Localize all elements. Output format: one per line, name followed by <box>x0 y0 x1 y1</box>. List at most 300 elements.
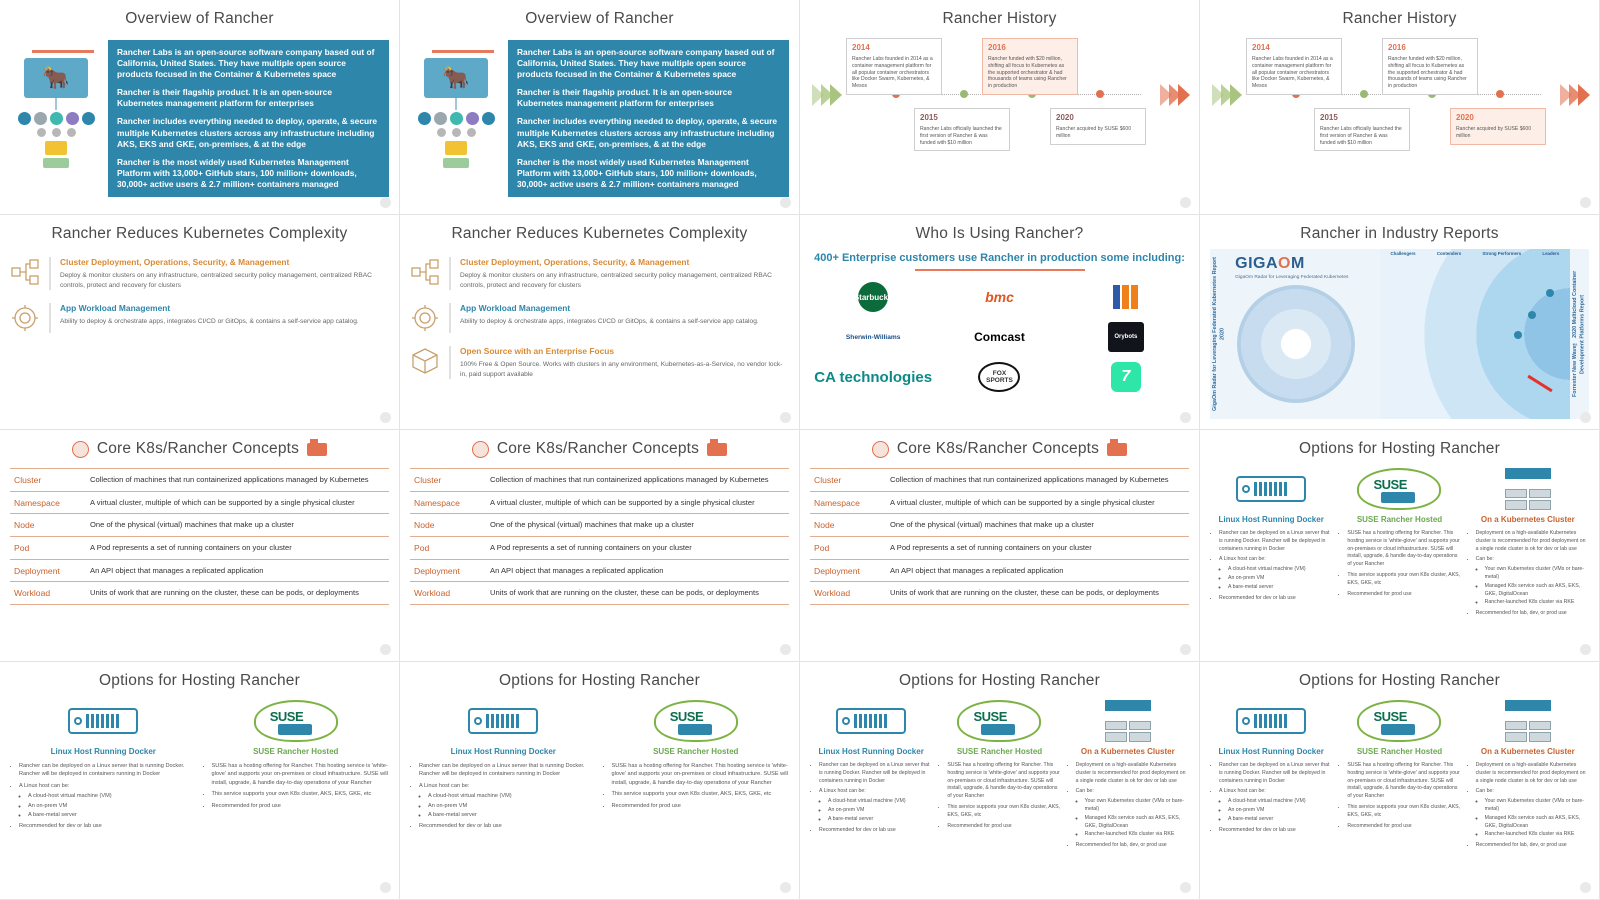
timeline-text: Rancher Labs founded in 2014 as a container management platform for all popular container orchestrators like Docker Swarm, Kubernetes, & Mesos <box>1252 55 1333 90</box>
complexity-text <box>460 303 789 333</box>
container-ship-icon <box>1107 443 1127 456</box>
table-row: Deployment An API object that manages a replicated application <box>810 559 1189 582</box>
hosting-option-heading: Linux Host Running Docker <box>818 747 924 756</box>
complexity-item <box>10 257 389 290</box>
hosting-option-bullets <box>1467 762 1589 850</box>
slide-indicator[interactable] <box>1180 882 1191 893</box>
hosting-option-heading: SUSE Rancher Hosted <box>1356 747 1443 756</box>
bullet: • SUSE has a hosting offering for Rancher. This hosting service is 'white-glove' and supports your on-premises or cloud infrastructure. SUSE will install, upgrade, & handle day-to-day operations of your Rancher <box>212 762 390 787</box>
sub-bullet: ◦ Rancher-launched K8s cluster via RKE <box>1485 831 1589 839</box>
sub-bullet: ◦ A bare-metal server <box>428 811 597 819</box>
infrastructure-icon <box>43 158 69 168</box>
overview-text-panel <box>508 40 789 197</box>
server-icon <box>410 698 597 744</box>
sub-bullet: ◦ Your own Kubernetes cluster (VMs or bare-metal) <box>1485 798 1589 814</box>
complexity-heading: App Workload Management <box>60 303 171 314</box>
slide-indicator[interactable] <box>780 412 791 423</box>
timeline-card <box>1050 108 1146 145</box>
complexity-text <box>460 346 789 379</box>
table-row: Pod A Pod represents a set of running containers on your cluster <box>410 536 789 559</box>
hosting-option-bullets <box>603 762 790 810</box>
wave-bubble <box>1546 289 1554 297</box>
bullet: • SUSE has a hosting offering for Rancher. This hosting service is 'white-glove' and supports your on-premises or cloud infrastructure. SUSE will install, upgrade, & handle day-to-day operations of your Rancher <box>947 762 1060 801</box>
bullet: • This service supports your own K8s cluster, AKS, EKS, GKE, etc <box>1347 804 1460 820</box>
server-icon <box>1210 466 1332 512</box>
rancher-logo-icon: 🐂 <box>24 58 88 98</box>
page-title: Rancher in Industry Reports <box>1300 225 1499 242</box>
wave-column-labels: Challengers Contenders Strong Performers Leaders <box>1390 251 1560 256</box>
bullet: • A Linux host can be: ◦ A cloud-host virtual machine (VM) ◦ An on-prem VM ◦ A bare-metal server <box>1219 556 1332 591</box>
bullet: • This service supports your own K8s cluster, AKS, EKS, GKE, etc <box>1347 572 1460 588</box>
fox-sports-logo-icon: FOX SPORTS <box>978 361 1020 393</box>
timeline-start-arrows <box>1212 84 1239 106</box>
bullet: • Recommended for prod use <box>612 802 790 810</box>
suse-cloud-icon: SUSE <box>1338 466 1460 512</box>
slide-indicator[interactable] <box>380 644 391 655</box>
overview-diagram <box>410 40 502 197</box>
ca-technologies-logo-icon: CA technologies <box>814 368 933 386</box>
timeline-marker <box>1496 90 1504 98</box>
complexity-heading: App Workload Management <box>460 303 571 314</box>
infrastructure-icon <box>443 158 469 168</box>
bullet: • Recommended for dev or lab use <box>419 822 597 830</box>
customers-subtitle: 400+ Enterprise customers use Rancher in production some including: <box>814 252 1185 264</box>
gear-icon <box>10 303 40 333</box>
suse-cloud-icon: SUSE <box>203 698 390 744</box>
page-title: Options for Hosting Rancher <box>899 672 1100 689</box>
concepts-header <box>410 440 789 458</box>
box-icon <box>410 346 440 376</box>
timeline-text: Rancher Labs officially launched the first version of Rancher & was funded with $10 million <box>1320 125 1402 146</box>
radar-chart <box>1237 285 1355 403</box>
concepts-header <box>810 440 1189 458</box>
bullet: • This service supports your own K8s cluster, AKS, EKS, GKE, etc <box>947 804 1060 820</box>
container-ship-icon <box>707 443 727 456</box>
suse-cloud-icon: SUSE <box>603 698 790 744</box>
sub-bullet: ◦ An on-prem VM <box>1228 575 1332 583</box>
hosting-option-suse <box>203 698 390 834</box>
orybots-logo-icon: Orybots <box>1108 321 1144 353</box>
hosting-option-linux <box>10 698 197 834</box>
timeline-marker <box>1360 90 1368 98</box>
page-title: Options for Hosting Rancher <box>1299 440 1500 457</box>
concepts-table <box>810 468 1189 605</box>
timeline-card <box>914 108 1010 151</box>
slide-overview-1[interactable] <box>0 0 400 215</box>
page-title: Who Is Using Rancher? <box>915 225 1084 242</box>
hosting-option-kubernetes <box>1467 698 1589 853</box>
complexity-heading: Cluster Deployment, Operations, Security, & Management <box>460 257 690 267</box>
timeline-card <box>1246 38 1342 95</box>
complexity-item <box>410 346 789 379</box>
kubernetes-icon <box>72 441 89 458</box>
slide-concepts-3[interactable] <box>800 430 1200 662</box>
ing-bars <box>1113 285 1138 309</box>
divider <box>49 303 51 333</box>
sub-bullet: ◦ An on-prem VM <box>828 807 932 815</box>
bullet: • Recommended for dev or lab use <box>1219 595 1332 603</box>
timeline-text: Rancher funded with $20 million, shifting all focus to Kubernetes as the supported orchestrator & had thousands of teams using Rancher in production <box>1388 55 1467 90</box>
hosting-option-bullets <box>1338 530 1460 598</box>
timeline-year: 2015 <box>920 113 938 122</box>
hosting-columns <box>410 698 789 834</box>
hosting-columns <box>1210 698 1589 853</box>
page-title: Rancher Reduces Kubernetes Complexity <box>51 225 348 242</box>
storage-icon <box>45 141 67 155</box>
bullet: • Recommended for prod use <box>947 823 1060 831</box>
sub-bullet: ◦ An on-prem VM <box>1228 807 1332 815</box>
hosting-option-heading: Linux Host Running Docker <box>450 747 556 756</box>
timeline-year: 2014 <box>852 43 870 52</box>
bullet: • Rancher can be deployed on a Linux server that is running Docker. Rancher will be deployed in containers running in Docker <box>1219 530 1332 553</box>
timeline-text: Rancher acquired by SUSE $600 million <box>1456 125 1532 139</box>
hosting-option-heading: SUSE Rancher Hosted <box>653 747 739 756</box>
timeline-text: Rancher Labs officially launched the first version of Rancher & was funded with $10 million <box>920 125 1002 146</box>
table-row: Cluster Collection of machines that run containerized applications managed by Kubernetes <box>810 468 1189 491</box>
hosting-option-linux <box>810 698 932 853</box>
timeline-year: 2020 <box>1456 113 1474 122</box>
page-title: Rancher History <box>1342 10 1457 27</box>
page-title: Overview of Rancher <box>125 10 274 27</box>
slide-indicator[interactable] <box>1580 882 1591 893</box>
page-title: Core K8s/Rancher Concepts <box>896 440 1100 457</box>
gigaom-radar <box>1229 249 1380 419</box>
title-rule <box>32 50 94 53</box>
slide-indicator[interactable] <box>1580 197 1591 208</box>
overview-paragraph: Rancher Labs is an open-source software company based out of California, United States. They have multiple open source products focused in the Container & Kubernetes space <box>117 47 375 80</box>
node-dots <box>10 128 102 137</box>
hosting-option-bullets <box>1210 530 1332 602</box>
wave-bubble <box>1528 311 1536 319</box>
complexity-item <box>10 303 389 333</box>
cluster-nodes <box>410 112 502 125</box>
concepts-table <box>10 468 389 605</box>
sub-bullet: ◦ A cloud-host virtual machine (VM) <box>1228 566 1332 574</box>
connector-line <box>55 98 57 110</box>
hosting-option-suse <box>603 698 790 834</box>
hosting-columns <box>10 698 389 834</box>
hosting-option-linux <box>410 698 597 834</box>
table-row: Node One of the physical (virtual) machines that make up a cluster <box>810 513 1189 536</box>
table-row: Workload Units of work that are running on the cluster, these can be pods, or deployments <box>410 581 789 605</box>
server-icon <box>1210 698 1332 744</box>
rancher-logo-icon: 🐂 <box>424 58 488 98</box>
complexity-body: Ability to deploy & orchestrate apps, integrates CI/CD or GitOps, & contains a self-service app catalog. <box>460 318 759 326</box>
sub-bullet: ◦ A bare-metal server <box>828 816 932 824</box>
timeline <box>810 42 1189 172</box>
kubernetes-icon <box>472 441 489 458</box>
table-row: Pod A Pod represents a set of running containers on your cluster <box>10 536 389 559</box>
hosting-option-kubernetes <box>1067 698 1189 853</box>
table-row: Deployment An API object that manages a replicated application <box>410 559 789 582</box>
timeline-card <box>846 38 942 95</box>
hosting-option-suse <box>1338 466 1460 621</box>
container-ship-icon <box>307 443 327 456</box>
slide-customers[interactable] <box>800 215 1200 430</box>
bullet: • Recommended for lab, dev, or prod use <box>1476 610 1589 618</box>
timeline-marker <box>1096 90 1104 98</box>
sub-bullet: ◦ A bare-metal server <box>1228 584 1332 592</box>
slide-hosting-1[interactable] <box>0 662 400 900</box>
table-row: Cluster Collection of machines that run containerized applications managed by Kubernetes <box>410 468 789 491</box>
hosting-option-heading: On a Kubernetes Cluster <box>1080 747 1175 756</box>
table-row: Workload Units of work that are running on the cluster, these can be pods, or deployments <box>10 581 389 605</box>
sub-bullet: ◦ Managed K8s service such as AKS, EKS, GKE, DigitalOcean <box>1485 815 1589 831</box>
bullet: • Rancher can be deployed on a Linux server that is running Docker. Rancher will be deployed in containers running in Docker <box>1219 762 1332 785</box>
overview-paragraph: Rancher is their flagship product. It is an open-source Kubernetes management platform for enterprises <box>517 87 732 109</box>
seven-mark: 7 <box>1111 362 1141 392</box>
complexity-text <box>460 257 789 290</box>
cluster-nodes <box>10 112 102 125</box>
sub-bullet: ◦ An on-prem VM <box>428 802 597 810</box>
bullet: • Recommended for dev or lab use <box>19 822 197 830</box>
gigaom-vertical-label: GigaOm Radar for Leveraging Federated Kubernetes Report 2020 <box>1212 257 1226 411</box>
page-title: Options for Hosting Rancher <box>1299 672 1500 689</box>
suse-cloud-icon: SUSE <box>1338 698 1460 744</box>
reports-figure <box>1210 249 1589 419</box>
hosting-option-linux <box>1210 698 1332 853</box>
bullet: • Deployment on a high-available Kubernetes cluster is recommended for prod deployment on a single node cluster is ok for dev or lab use <box>1076 762 1189 785</box>
bullet: • Recommended for prod use <box>1347 823 1460 831</box>
hosting-option-bullets <box>938 762 1060 830</box>
bullet: • Rancher can be deployed on a Linux server that is running Docker. Rancher will be deployed in containers running in Docker <box>419 762 597 779</box>
hosting-option-bullets <box>1338 762 1460 830</box>
divider <box>449 346 451 379</box>
divider <box>449 303 451 333</box>
bullet: • Recommended for prod use <box>212 802 390 810</box>
slide-indicator[interactable] <box>380 197 391 208</box>
hosting-option-suse <box>938 698 1060 853</box>
table-row: Node One of the physical (virtual) machines that make up a cluster <box>10 513 389 536</box>
slide-indicator[interactable] <box>1580 644 1591 655</box>
concepts-header <box>10 440 389 458</box>
slide-hosting-4[interactable] <box>1200 430 1600 662</box>
slide-overview-2[interactable] <box>400 0 800 215</box>
sub-bullet: ◦ Rancher-launched K8s cluster via RKE <box>1485 599 1589 607</box>
table-row: Namespace A virtual cluster, multiple of which can be supported by a single physical cluster <box>10 491 389 514</box>
timeline-text: Rancher Labs founded in 2014 as a container management platform for all popular container orchestrators like Docker Swarm, Kubernetes, & Mesos <box>852 55 933 90</box>
title-rule <box>432 50 494 53</box>
overview-paragraph: Rancher Labs is an open-source software company based out of California, United States. They have multiple open source products focused in the Container & Kubernetes space <box>517 47 775 80</box>
kubernetes-cluster-icon <box>1467 698 1589 744</box>
slide-indicator[interactable] <box>1180 197 1191 208</box>
slide-complexity-1[interactable] <box>0 215 400 430</box>
page-title: Options for Hosting Rancher <box>99 672 300 689</box>
hosting-columns <box>1210 466 1589 621</box>
slide-industry-reports[interactable] <box>1200 215 1600 430</box>
timeline-year: 2016 <box>988 43 1006 52</box>
bullet: • SUSE has a hosting offering for Rancher. This hosting service is 'white-glove' and supports your on-premises or cloud infrastructure. SUSE will install, upgrade, & handle day-to-day operations of your Rancher <box>612 762 790 787</box>
table-row: Namespace A virtual cluster, multiple of which can be supported by a single physical cluster <box>810 491 1189 514</box>
hosting-option-heading: Linux Host Running Docker <box>1218 515 1324 524</box>
bullet: • This service supports your own K8s cluster, AKS, EKS, GKE, etc <box>612 790 790 798</box>
sherwin-williams-logo-icon: Sherwin-Williams <box>845 333 901 341</box>
timeline-year: 2020 <box>1056 113 1074 122</box>
cluster-icon <box>410 257 440 287</box>
complexity-body: Ability to deploy & orchestrate apps, integrates CI/CD or GitOps, & contains a self-service app catalog. <box>60 318 359 326</box>
timeline-text: Rancher acquired by SUSE $600 million <box>1056 125 1132 139</box>
timeline-card <box>1450 108 1546 145</box>
overview-body <box>410 40 789 197</box>
complexity-item <box>410 257 789 290</box>
slide-indicator[interactable] <box>780 197 791 208</box>
gear-icon <box>410 303 440 333</box>
slide-indicator[interactable] <box>1580 412 1591 423</box>
bullet: • Recommended for lab, dev, or prod use <box>1076 842 1189 850</box>
comcast-logo-icon: Comcast <box>974 330 1025 345</box>
server-icon <box>10 698 197 744</box>
bullet: • Rancher can be deployed on a Linux server that is running Docker. Rancher will be deployed in containers running in Docker <box>819 762 932 785</box>
wave-bubble <box>1514 331 1522 339</box>
page-title: Options for Hosting Rancher <box>499 672 700 689</box>
overview-paragraph: Rancher is their flagship product. It is an open-source Kubernetes management platform for enterprises <box>117 87 332 109</box>
overview-text-panel <box>108 40 389 197</box>
slide-indicator[interactable] <box>780 644 791 655</box>
suse-cloud-icon: SUSE <box>938 698 1060 744</box>
bullet: • SUSE has a hosting offering for Rancher. This hosting service is 'white-glove' and supports your on-premises or cloud infrastructure. SUSE will install, upgrade, & handle day-to-day operations of your Rancher <box>1347 762 1460 801</box>
page-title: Core K8s/Rancher Concepts <box>496 440 700 457</box>
complexity-text <box>60 303 389 333</box>
sub-bullet: ◦ A cloud-host virtual machine (VM) <box>428 792 597 800</box>
slide-concepts-2[interactable] <box>400 430 800 662</box>
complexity-heading: Cluster Deployment, Operations, Security, & Management <box>60 257 290 267</box>
sub-bullet: ◦ A cloud-host virtual machine (VM) <box>828 798 932 806</box>
ing-logo-icon <box>1113 281 1138 313</box>
hosting-option-bullets <box>10 762 197 831</box>
gigaom-subtitle: GigaOm Radar for Leveraging Federated Kubernetes <box>1235 275 1349 280</box>
complexity-body: Deploy & monitor clusters on any infrastructure, centralized security policy management, centralized RBAC controls, protect and recovery for clusters <box>460 272 772 289</box>
slide-indicator[interactable] <box>380 882 391 893</box>
table-row: Pod A Pod represents a set of running containers on your cluster <box>810 536 1189 559</box>
bullet: • Deployment on a high-available Kubernetes cluster is recommended for prod deployment on a single node cluster is ok for dev or lab use <box>1476 530 1589 553</box>
page-title: Rancher Reduces Kubernetes Complexity <box>451 225 748 242</box>
sub-bullet: ◦ Your own Kubernetes cluster (VMs or bare-metal) <box>1085 798 1189 814</box>
sub-bullet: ◦ Managed K8s service such as AKS, EKS, GKE, DigitalOcean <box>1485 583 1589 599</box>
timeline-text: Rancher funded with $20 million, shifting all focus to Kubernetes as the supported orchestrator & had thousands of teams using Rancher in production <box>988 55 1067 90</box>
highlight-arrow-icon <box>1527 375 1552 392</box>
forrester-wave <box>1380 249 1570 419</box>
bullet: • This service supports your own K8s cluster, AKS, EKS, GKE, etc <box>212 790 390 798</box>
hosting-option-linux <box>1210 466 1332 621</box>
page-title: Overview of Rancher <box>525 10 674 27</box>
sub-bullet: ◦ A cloud-host virtual machine (VM) <box>28 792 197 800</box>
starbucks-mark: Starbucks <box>858 282 888 312</box>
hosting-option-heading: SUSE Rancher Hosted <box>956 747 1043 756</box>
node-dots <box>410 128 502 137</box>
hosting-option-heading: On a Kubernetes Cluster <box>1480 747 1575 756</box>
bullet: • A Linux host can be: ◦ A cloud-host virtual machine (VM) ◦ An on-prem VM ◦ A bare-metal server <box>19 782 197 820</box>
sub-bullet: ◦ Your own Kubernetes cluster (VMs or bare-metal) <box>1485 566 1589 582</box>
complexity-text <box>60 257 389 290</box>
bullet: • SUSE has a hosting offering for Rancher. This hosting service is 'white-glove' and supports your on-premises or cloud infrastructure. SUSE will install, upgrade, & handle day-to-day operations of your Rancher <box>1347 530 1460 569</box>
bullet: • Can be: ◦ Your own Kubernetes cluster (VMs or bare-metal) ◦ Managed K8s service such as AKS, EKS, GKE, DigitalOcean ◦ Rancher-launched K8s cluster via RKE <box>1076 788 1189 839</box>
bullet: • Recommended for lab, dev, or prod use <box>1476 842 1589 850</box>
overview-paragraph: Rancher includes everything needed to deploy, operate, & secure multiple Kubernetes clusters across any infrastructure including AKS, EKS and GKE, on-premises, & at the edge <box>517 116 778 149</box>
complexity-heading: Open Source with an Enterprise Focus <box>460 346 615 357</box>
slide-hosting-2[interactable] <box>400 662 800 900</box>
hosting-columns <box>810 698 1189 853</box>
cluster-icon <box>10 257 40 287</box>
connector-line <box>455 98 457 110</box>
page-title: Rancher History <box>942 10 1057 27</box>
timeline-start-arrows <box>812 84 839 106</box>
server-icon <box>810 698 932 744</box>
slide-complexity-2[interactable] <box>400 215 800 430</box>
hosting-option-heading: Linux Host Running Docker <box>1218 747 1324 756</box>
bullet: • A Linux host can be: ◦ A cloud-host virtual machine (VM) ◦ An on-prem VM ◦ A bare-metal server <box>419 782 597 820</box>
bullet: • Recommended for dev or lab use <box>819 827 932 835</box>
slide-hosting-3[interactable] <box>800 662 1200 900</box>
slide-indicator[interactable] <box>780 882 791 893</box>
divider <box>449 257 451 290</box>
bullet: • Rancher can be deployed on a Linux server that is running Docker. Rancher will be deployed in containers running in Docker <box>19 762 197 779</box>
timeline-end-arrows <box>1160 84 1187 106</box>
timeline-year: 2016 <box>1388 43 1406 52</box>
hosting-option-heading: Linux Host Running Docker <box>50 747 156 756</box>
table-row: Namespace A virtual cluster, multiple of which can be supported by a single physical cluster <box>410 491 789 514</box>
timeline-card <box>982 38 1078 95</box>
sub-bullet: ◦ A cloud-host virtual machine (VM) <box>1228 798 1332 806</box>
bullet: • Recommended for prod use <box>1347 591 1460 599</box>
overview-body <box>10 40 389 197</box>
complexity-item <box>410 303 789 333</box>
kubernetes-cluster-icon <box>1467 466 1589 512</box>
table-row: Cluster Collection of machines that run containerized applications managed by Kubernetes <box>10 468 389 491</box>
table-row: Deployment An API object that manages a replicated application <box>10 559 389 582</box>
timeline-card <box>1382 38 1478 95</box>
overview-paragraph: Rancher includes everything needed to deploy, operate, & secure multiple Kubernetes clusters across any infrastructure including AKS, EKS and GKE, on-premises, & at the edge <box>117 116 378 149</box>
complexity-body: Deploy & monitor clusters on any infrastructure, centralized security policy management, centralized RBAC controls, protect and recovery for clusters <box>60 272 372 289</box>
customer-logo-grid <box>810 281 1189 393</box>
hosting-option-heading: SUSE Rancher Hosted <box>253 747 339 756</box>
hosting-option-kubernetes <box>1467 466 1589 621</box>
forrester-vertical-label: Forrester New Wave™ 2020 Multicloud Container Development Platforms Report <box>1571 270 1586 398</box>
bullet: • A Linux host can be: ◦ A cloud-host virtual machine (VM) ◦ An on-prem VM ◦ A bare-metal server <box>1219 788 1332 823</box>
sub-bullet: ◦ Managed K8s service such as AKS, EKS, GKE, DigitalOcean <box>1085 815 1189 831</box>
slide-indicator[interactable] <box>1180 644 1191 655</box>
overview-diagram <box>10 40 102 197</box>
slide-indicator[interactable] <box>380 412 391 423</box>
timeline-year: 2015 <box>1320 113 1338 122</box>
bullet: • Can be: ◦ Your own Kubernetes cluster (VMs or bare-metal) ◦ Managed K8s service such as AKS, EKS, GKE, DigitalOcean ◦ Rancher-launched K8s cluster via RKE <box>1476 556 1589 607</box>
slide-concepts-1[interactable] <box>0 430 400 662</box>
kubernetes-cluster-icon <box>1067 698 1189 744</box>
slide-indicator[interactable] <box>1180 412 1191 423</box>
kubernetes-icon <box>872 441 889 458</box>
complexity-body: 100% Free & Open Source. Works with clusters in any environment, Kubernetes-as-a-Service, no vendor lock-in, paid support available <box>460 361 783 378</box>
hosting-option-heading: On a Kubernetes Cluster <box>1480 515 1575 524</box>
table-row: Node One of the physical (virtual) machines that make up a cluster <box>410 513 789 536</box>
starbucks-logo-icon <box>853 281 893 313</box>
slide-history-2[interactable] <box>1200 0 1600 215</box>
gigaom-brand: GIGAOM <box>1235 255 1305 272</box>
sub-bullet: ◦ Rancher-launched K8s cluster via RKE <box>1085 831 1189 839</box>
seven-logo-icon <box>1111 361 1141 393</box>
timeline <box>1210 42 1589 172</box>
slide-hosting-5[interactable] <box>1200 662 1600 900</box>
slide-history-1[interactable] <box>800 0 1200 215</box>
complexity-list <box>410 257 789 379</box>
hosting-option-bullets <box>810 762 932 834</box>
subtitle-underline <box>915 269 1085 271</box>
hosting-option-bullets <box>203 762 390 810</box>
bullet: • Deployment on a high-available Kubernetes cluster is recommended for prod deployment on a single node cluster is ok for dev or lab use <box>1476 762 1589 785</box>
page-title: Core K8s/Rancher Concepts <box>96 440 300 457</box>
bullet: • A Linux host can be: ◦ A cloud-host virtual machine (VM) ◦ An on-prem VM ◦ A bare-metal server <box>819 788 932 823</box>
complexity-list <box>10 257 389 333</box>
hosting-option-bullets <box>1067 762 1189 850</box>
timeline-marker <box>960 90 968 98</box>
